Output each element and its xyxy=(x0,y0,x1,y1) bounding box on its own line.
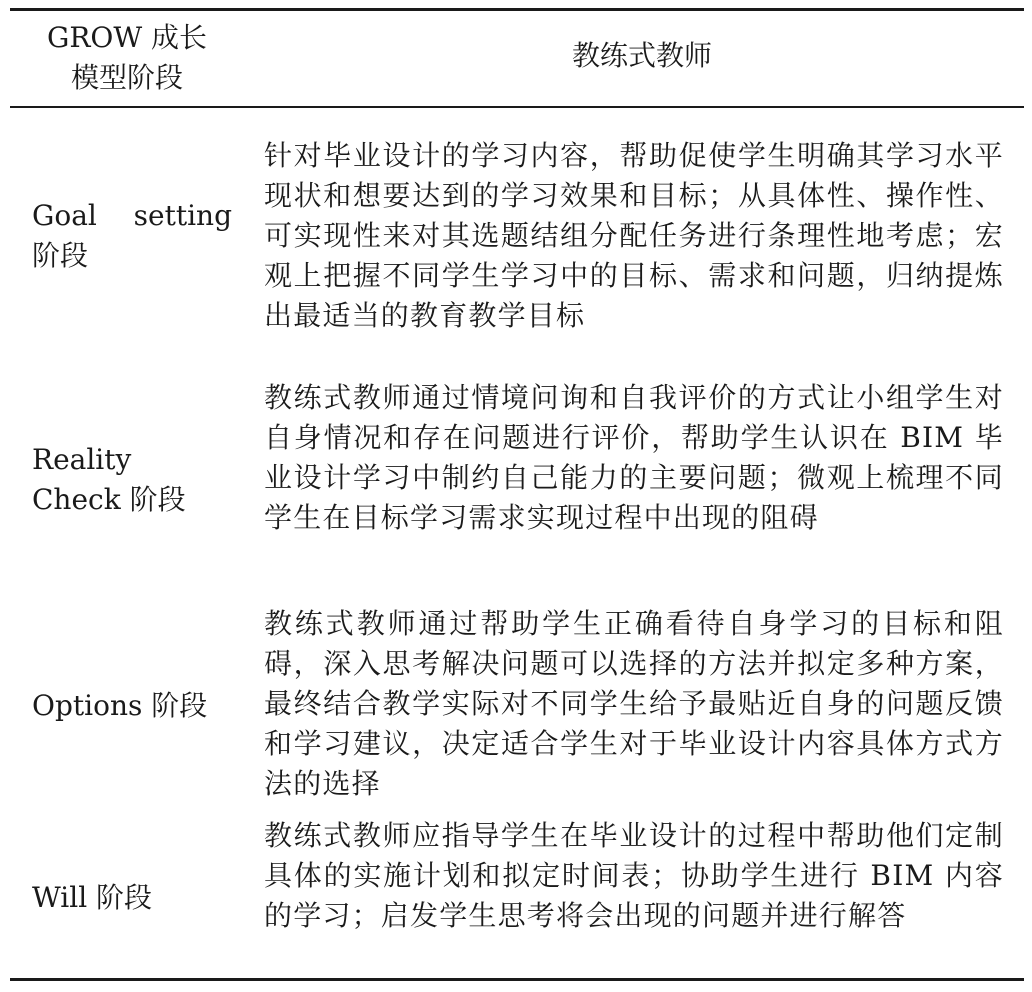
header-stage-line2: 模型阶段 xyxy=(70,61,183,94)
row-goal-stage-line1: Goal setting xyxy=(32,199,232,232)
header-stage-column xyxy=(10,18,244,98)
row-reality-stage xyxy=(32,440,232,520)
row-goal-stage-line2: 阶段 xyxy=(32,239,89,272)
row-reality-stage-line2: Check 阶段 xyxy=(32,483,186,516)
row-goal-stage xyxy=(32,196,232,276)
row-options-stage-line1: Options 阶段 xyxy=(32,689,208,722)
row-reality-description: 教练式教师通过情境问询和自我评价的方式让小组学生对自身情况和存在问题进行评价，帮助学生认识在 BIM 毕业设计学习中制约自己能力的主要问题；微观上梳理不同学生在目标学习需求实现过程中出现的阻碍 xyxy=(264,381,1004,534)
header-stage-line1: GROW 成长 xyxy=(46,21,208,54)
row-reality-stage-line1: Reality xyxy=(32,443,132,476)
row-will-description: 教练式教师应指导学生在毕业设计的过程中帮助他们定制具体的实施计划和拟定时间表；协助学生进行 BIM 内容的学习；启发学生思考将会出现的问题并进行解答 xyxy=(264,819,1004,932)
row-will-stage xyxy=(32,878,232,918)
table-bottom-rule xyxy=(10,978,1024,981)
row-will-stage-line1: Will 阶段 xyxy=(32,881,153,914)
table-top-rule xyxy=(10,8,1024,11)
row-options-description: 教练式教师通过帮助学生正确看待自身学习的目标和阻碍，深入思考解决问题可以选择的方法并拟定多种方案，最终结合教学实际对不同学生给予最贴近自身的问题反馈和学习建议，决定适合学生对于毕业设计内容具体方式方法的选择 xyxy=(264,607,1004,800)
row-options-stage xyxy=(32,686,232,726)
table-header-rule xyxy=(10,106,1024,108)
row-goal-description: 针对毕业设计的学习内容，帮助促使学生明确其学习水平现状和想要达到的学习效果和目标；从具体性、操作性、可实现性来对其选题结组分配任务进行条理性地考虑；宏观上把握不同学生学习中的目标、需求和问题，归纳提炼出最适当的教育教学目标 xyxy=(264,139,1004,332)
header-teacher-column: 教练式教师 xyxy=(571,39,712,72)
